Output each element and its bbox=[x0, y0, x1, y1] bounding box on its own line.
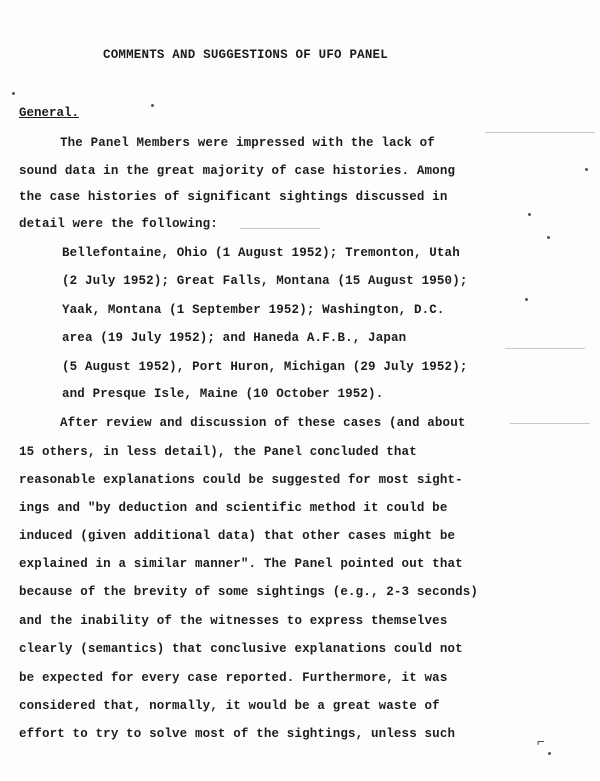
text-line: 15 others, in less detail), the Panel concluded that bbox=[19, 445, 417, 459]
scan-smudge bbox=[485, 132, 595, 133]
text-line: because of the brevity of some sightings (e.g., 2-3 seconds) bbox=[19, 585, 479, 599]
text-line: considered that, normally, it would be a great waste of bbox=[19, 699, 440, 713]
text-line: sound data in the great majority of case histories. Among bbox=[19, 164, 456, 178]
scan-speck bbox=[12, 92, 15, 95]
text-line: (2 July 1952); Great Falls, Montana (15 August 1950); bbox=[62, 274, 468, 288]
text-line: area (19 July 1952); and Haneda A.F.B., Japan bbox=[62, 331, 407, 345]
scan-smudge bbox=[510, 423, 590, 424]
margin-mark-icon: ⌐ bbox=[537, 735, 545, 750]
page-title: COMMENTS AND SUGGESTIONS OF UFO PANEL bbox=[103, 48, 388, 62]
scan-speck bbox=[547, 236, 550, 239]
text-line: After review and discussion of these cases (and about bbox=[60, 416, 466, 430]
text-line: ings and "by deduction and scientific method it could be bbox=[19, 501, 448, 515]
text-line: detail were the following: bbox=[19, 217, 218, 231]
scan-speck bbox=[151, 104, 154, 107]
text-line: effort to try to solve most of the sightings, unless such bbox=[19, 727, 456, 741]
text-line: Bellefontaine, Ohio (1 August 1952); Tremonton, Utah bbox=[62, 246, 460, 260]
scan-speck bbox=[528, 213, 531, 216]
text-line: clearly (semantics) that conclusive explanations could not bbox=[19, 642, 463, 656]
scan-speck bbox=[525, 298, 528, 301]
section-heading: General. bbox=[19, 106, 80, 120]
text-line: and Presque Isle, Maine (10 October 1952). bbox=[62, 387, 384, 401]
text-line: The Panel Members were impressed with the lack of bbox=[60, 136, 435, 150]
text-line: explained in a similar manner". The Panel pointed out that bbox=[19, 557, 463, 571]
scan-smudge bbox=[240, 228, 320, 229]
text-line: the case histories of significant sightings discussed in bbox=[19, 190, 448, 204]
text-line: Yaak, Montana (1 September 1952); Washington, D.C. bbox=[62, 303, 445, 317]
scan-speck bbox=[585, 168, 588, 171]
text-line: and the inability of the witnesses to express themselves bbox=[19, 614, 448, 628]
text-line: (5 August 1952), Port Huron, Michigan (29 July 1952); bbox=[62, 360, 468, 374]
scan-speck bbox=[548, 752, 551, 755]
scan-smudge bbox=[505, 348, 585, 349]
text-line: reasonable explanations could be suggested for most sight- bbox=[19, 473, 463, 487]
text-line: be expected for every case reported. Furthermore, it was bbox=[19, 671, 448, 685]
text-line: induced (given additional data) that other cases might be bbox=[19, 529, 456, 543]
